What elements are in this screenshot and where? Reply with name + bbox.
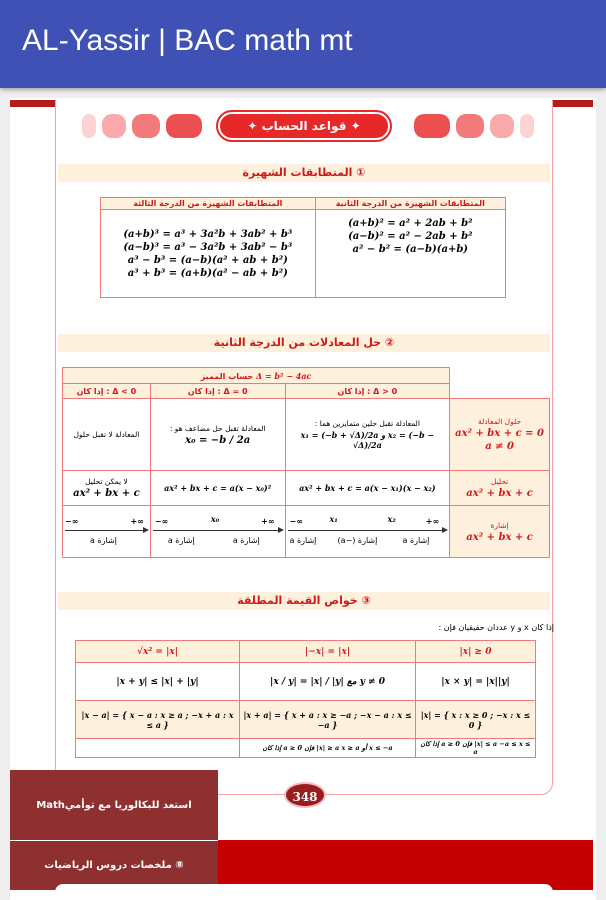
axis-label: +∞ (425, 515, 440, 526)
expr: ax² + bx + c (73, 488, 140, 499)
double-root-text: المعادلة تقبل حل مضاعف هو : (169, 423, 266, 433)
property: |x / y| = |x| / |y| مع y ≠ 0 (240, 663, 416, 701)
axis-label: −∞ (289, 515, 303, 526)
expr: ax² + bx + c (466, 531, 533, 543)
sign-axis-positive (288, 512, 448, 552)
chapter-banner: ✦ قواعد الحساب ✦ (218, 112, 390, 140)
identity: (a−b)² = a² − 2ab + b² (348, 231, 473, 242)
axis-label: x₀ (210, 513, 220, 524)
axis-label: −∞ (154, 515, 169, 526)
property: |−x| = |x| (240, 641, 416, 663)
axis-label: إشارة a (402, 535, 430, 545)
equation: ax² + bx + c = 0 (455, 428, 544, 439)
row-label: تحليل (490, 477, 509, 486)
property: |x + y| ≤ |x| + |y| (76, 663, 240, 701)
property: |x + a| = { x + a : x ≥ −a ; −x − a : x ≤ −a } (240, 701, 416, 739)
identities-table (100, 197, 506, 298)
abs-intro: إذا كان x و y عددان حقيقيان فإن : (438, 623, 554, 632)
property: |x| ≥ 0 (415, 641, 535, 663)
axis-label: +∞ (130, 515, 144, 526)
identity: a² − b² = (a−b)(a+b) (352, 244, 469, 255)
expr: ax² + bx + c (466, 488, 533, 499)
app-title: AL-Yassir | BAC math mt (22, 24, 353, 57)
identity: a³ + b³ = (a+b)(a² − ab + b²) (127, 267, 288, 279)
two-roots-text: المعادلة تقبل حلين متمايزين هما : (314, 419, 420, 428)
footer-red-band (218, 840, 593, 890)
axis-label: إشارة a (167, 535, 195, 545)
row-label: حلول المعادلة (478, 417, 522, 426)
property (76, 739, 240, 758)
axis-label: إشارة a (289, 535, 317, 545)
next-page-edge (55, 884, 553, 900)
factor-positive: ax² + bx + c = a(x − x₁)(x − x₂) (285, 471, 450, 506)
two-roots-formula: x₁ = (−b + √Δ)/2a و x₂ = (−b − √Δ)/2a (300, 430, 435, 450)
quadratic-table (62, 367, 550, 558)
col-third-degree: المتطابقات الشهيرة من الدرجة الثالثة (101, 198, 316, 210)
footer-tagline: استعد للبكالوريا مع توأميMath (10, 770, 218, 840)
double-root-formula: x₀ = −b / 2a (185, 434, 251, 446)
property: |x − a| = { x − a : x ≥ a ; −x + a : x ≤ a } (76, 701, 240, 739)
identity: (a+b)³ = a³ + 3a²b + 3ab² + b³ (123, 228, 293, 240)
section3-title: ③ خواص القيمة المطلقة (58, 592, 550, 610)
case-zero: إذا كان : Δ = 0 (150, 384, 285, 399)
sign-axis-zero (153, 512, 283, 552)
axis-label: إشارة (−a) (337, 535, 378, 545)
property: إذا كان a ≥ 0 فإن |x| ≤ a −a ≤ x ≤ a (415, 739, 535, 758)
identity: (a+b)² = a² + 2ab + b² (348, 218, 473, 229)
identity: a³ − b³ = (a−b)(a² + ab + b²) (127, 254, 288, 266)
app-bar (0, 0, 606, 88)
identity: (a−b)³ = a³ − 3a²b + 3ab² − b³ (123, 241, 293, 253)
condition: a ≠ 0 (485, 441, 514, 452)
property: |x| = { x : x ≥ 0 ; −x : x ≤ 0 } (415, 701, 535, 739)
delta-formula: Δ = b² − 4ac (255, 370, 312, 381)
page-number: 348 (284, 782, 326, 808)
axis-label: إشارة a (232, 535, 260, 545)
factor-zero: ax² + bx + c = a(x − x₀)² (150, 471, 285, 506)
axis-label: x₁ (329, 513, 338, 524)
axis-label: إشارة a (90, 535, 117, 545)
axis-label: −∞ (65, 515, 79, 526)
property: |x × y| = |x||y| (415, 663, 535, 701)
property: إذا كان a ≥ 0 فإن |x| ≥ a x ≥ a أو x ≤ −a (240, 739, 416, 758)
axis-label: x₂ (387, 513, 396, 524)
sign-axis-negative (65, 512, 148, 552)
delta-label: حساب المميز (200, 371, 254, 381)
row-label: إشارة (490, 520, 509, 530)
col-second-degree: المتطابقات الشهيرة من الدرجة الثانية (315, 198, 505, 210)
absolute-value-table (75, 640, 536, 758)
case-negative: إذا كان : Δ < 0 (63, 384, 151, 399)
section2-title: ② حل المعادلات من الدرجة الثانية (58, 334, 550, 352)
property: √x² = |x| (76, 641, 240, 663)
no-solution: المعادلة لا تقبل حلول (63, 399, 151, 471)
axis-label: +∞ (261, 515, 275, 526)
section1-title: ① المتطابقات الشهيرة (58, 164, 550, 182)
no-factor-text: لا يمكن تحليل (85, 477, 128, 486)
footer-chapter: ⑧ ملخصات دروس الرياضيات (10, 841, 218, 890)
case-positive: إذا كان : Δ > 0 (285, 384, 450, 399)
